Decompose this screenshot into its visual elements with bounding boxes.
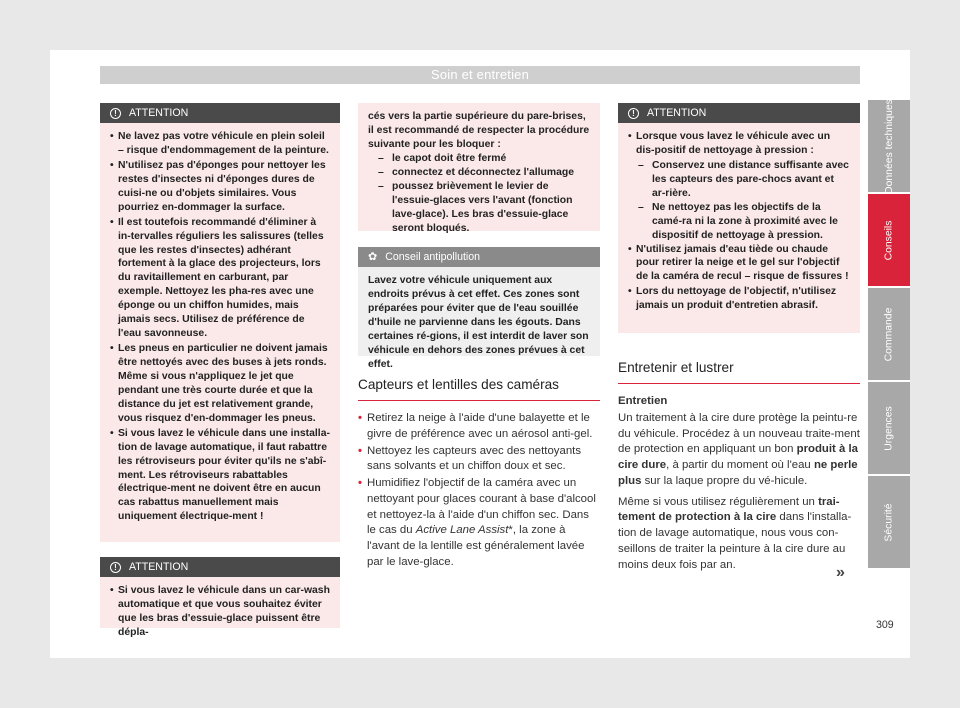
middle-column: [358, 103, 600, 572]
list-item: • Les pneus en particulier ne doivent jamais être nettoyés avec des buses à jets ronds. Même si vous n'appliquez le jet que pendant une très courte durée et que la distance du jet est relativement grande, vous risquez d'en-dommager les pneus.: [110, 342, 330, 426]
warning-title: ATTENTION: [129, 561, 189, 573]
exclamation-icon: !: [628, 108, 639, 119]
eco-tip-body: Lavez votre véhicule uniquement aux endroits prévus à cet effet. Ces zones sont préparées pour éviter que de l'eau souillée d'huile ne parvienne dans les égouts. Dans certaines ré-gions, il est interdit de laver son véhicule en dehors des zones prévues à cet effet.: [358, 267, 600, 356]
tab-donnees-techniques[interactable]: [868, 100, 910, 192]
text-run-bold: produit à la cire dure: [618, 443, 858, 472]
tab-label: Commande: [883, 307, 895, 361]
text-run-bold: ne perle plus: [618, 459, 858, 487]
tab-label: Sécurité: [883, 502, 895, 542]
paragraph: [618, 495, 860, 574]
warning-box-1: [100, 103, 340, 542]
sub-item: – Conservez une distance suffisante avec les capteurs des pare-chocs avant et ar-rière.: [628, 159, 850, 201]
eco-tip-title: Conseil antipollution: [385, 251, 481, 263]
bullet-item: [358, 476, 600, 570]
eco-tip-header: [358, 247, 600, 267]
text-run: , à partir du moment où l'eau: [666, 459, 814, 472]
eco-tip-box: [358, 247, 600, 370]
warning-body: [618, 123, 860, 333]
list-item: • Lors du nettoyage de l'objectif, n'utilisez jamais un produit d'entretien abrasif.: [628, 285, 850, 313]
list-item: • Si vous lavez le véhicule dans un car-wash automatique et que vous souhaitez éviter que les bras d'essuie-glace puissent être dépla-: [110, 584, 330, 640]
step-item: – connectez et déconnectez l'allumage: [368, 166, 590, 180]
text-run: Un traitement à la cire dure protège la peintu-re du véhicule. Procédez à un nouveau traite-ment de protection en appliquant un bon: [618, 411, 860, 456]
warning-continuation: [358, 103, 600, 234]
warning-box-3: [618, 103, 860, 333]
page-header: Soin et entretien: [100, 66, 860, 84]
list-item: • Il est toutefois recommandé d'éliminer à in-tervalles réguliers les salissures (telles que les restes d'insectes) adhérant fortement à la glace des projecteurs, lors du ravitaillement en carburant, par exemple. Nettoyez les pha-res avec une éponge ou un chiffon humides, mais jamais secs. Utilisez de préférence de l'eau savonneuse.: [110, 216, 330, 341]
page-number: 309: [876, 619, 894, 631]
list-item: • Ne lavez pas votre véhicule en plein soleil – risque d'endommagement de la peinture.: [110, 130, 330, 158]
right-column: [618, 103, 860, 573]
text-run: Humidifiez l'objectif de la caméra avec un nettoyant pour glaces courant à base d'alcool et nettoyez-la à l'aide d'un chiffon sec. Dans le cas du: [367, 477, 596, 537]
bullet-item: • Retirez la neige à l'aide d'une balayette et le givre de préférence avec un aérosol anti-gel.: [358, 411, 600, 442]
tab-urgences[interactable]: [868, 382, 910, 474]
text-run: *, la zone à l'avant de la lentille est généralement lavée par le lave-glace.: [367, 524, 585, 568]
tab-label: Données techniques: [883, 98, 895, 194]
section-heading: Capteurs et lentilles des caméras: [358, 376, 600, 401]
warning-title: ATTENTION: [647, 107, 707, 119]
warning-title: ATTENTION: [129, 107, 189, 119]
list-item: • N'utilisez pas d'éponges pour nettoyer les restes d'insectes ni d'éponges dures de cuisi-ne ou d'objets similaires. Vous pourriez en-dommager la surface.: [110, 159, 330, 215]
list-item: • N'utilisez jamais d'eau tiède ou chaude pour retirer la neige et le gel sur l'objectif de la caméra de recul – risque de fissures !: [628, 243, 850, 285]
text-run-italic: Active Lane Assist: [415, 524, 509, 537]
section-heading: Entretenir et lustrer: [618, 359, 860, 384]
warning-header: [618, 103, 860, 123]
exclamation-icon: !: [110, 108, 121, 119]
tab-commande[interactable]: [868, 288, 910, 380]
section-body: [618, 394, 860, 573]
step-item: – poussez brièvement le levier de l'essuie-glaces vers l'avant (fonction lave-glace). Les bras d'essuie-glace seront bloqués.: [368, 180, 590, 236]
list-item: • Lorsque vous lavez le véhicule avec un dis-positif de nettoyage à pression :: [628, 130, 850, 158]
warning-box-2: [100, 557, 340, 638]
warning-body: [100, 123, 340, 542]
paragraph: [618, 411, 860, 490]
warning-body: [358, 103, 600, 234]
text-run: dans l'installa-tion de lavage automatique, nous vous con-seillons de traiter la peinture à la cire dure au moins deux fois par an.: [618, 511, 852, 571]
list-item: • Si vous lavez le véhicule dans une installa-tion de lavage automatique, il faut rabattre les rétroviseurs pour éviter qu'ils ne s'abî-ment. Les rétroviseurs rabattables électrique-ment ne doivent être en aucun cas rabattus manuellement mais uniquement électrique-ment !: [110, 427, 330, 525]
tab-label: Urgences: [883, 405, 895, 451]
section-body: [358, 411, 600, 570]
text-run: sur la laque propre du vé-hicule.: [641, 474, 808, 487]
left-column: [100, 103, 340, 638]
tab-securite[interactable]: [868, 476, 910, 568]
text-run-bold: trai-tement de protection à la cire: [618, 495, 840, 524]
warning-body: [100, 577, 340, 638]
tab-conseils[interactable]: [868, 194, 910, 286]
text-run: Même si vous utilisez régulièrement un: [618, 495, 819, 508]
step-item: – le capot doit être fermé: [368, 152, 590, 166]
bullet-item: • Nettoyez les capteurs avec des nettoyants sans solvants et un chiffon doux et sec.: [358, 444, 600, 475]
tab-label: Conseils: [883, 220, 895, 260]
sub-item: – Ne nettoyez pas les objectifs de la camé-ra ni la zone à proximité avec le dispositif de nettoyage à pression.: [628, 201, 850, 243]
camera-section: [358, 376, 600, 571]
subheading: Entretien: [618, 395, 668, 408]
continue-arrow-icon: »: [836, 564, 845, 581]
exclamation-icon: !: [110, 562, 121, 573]
warning-header: [100, 103, 340, 123]
warning-header: [100, 557, 340, 577]
chapter-tabs: [868, 100, 910, 570]
polish-section: [618, 359, 860, 573]
eco-leaf-icon: ✿: [368, 251, 378, 263]
continuation-text: cés vers la partie supérieure du pare-brises, il est recommandé de respecter la procédure suivante pour les bloquer :: [368, 111, 590, 150]
